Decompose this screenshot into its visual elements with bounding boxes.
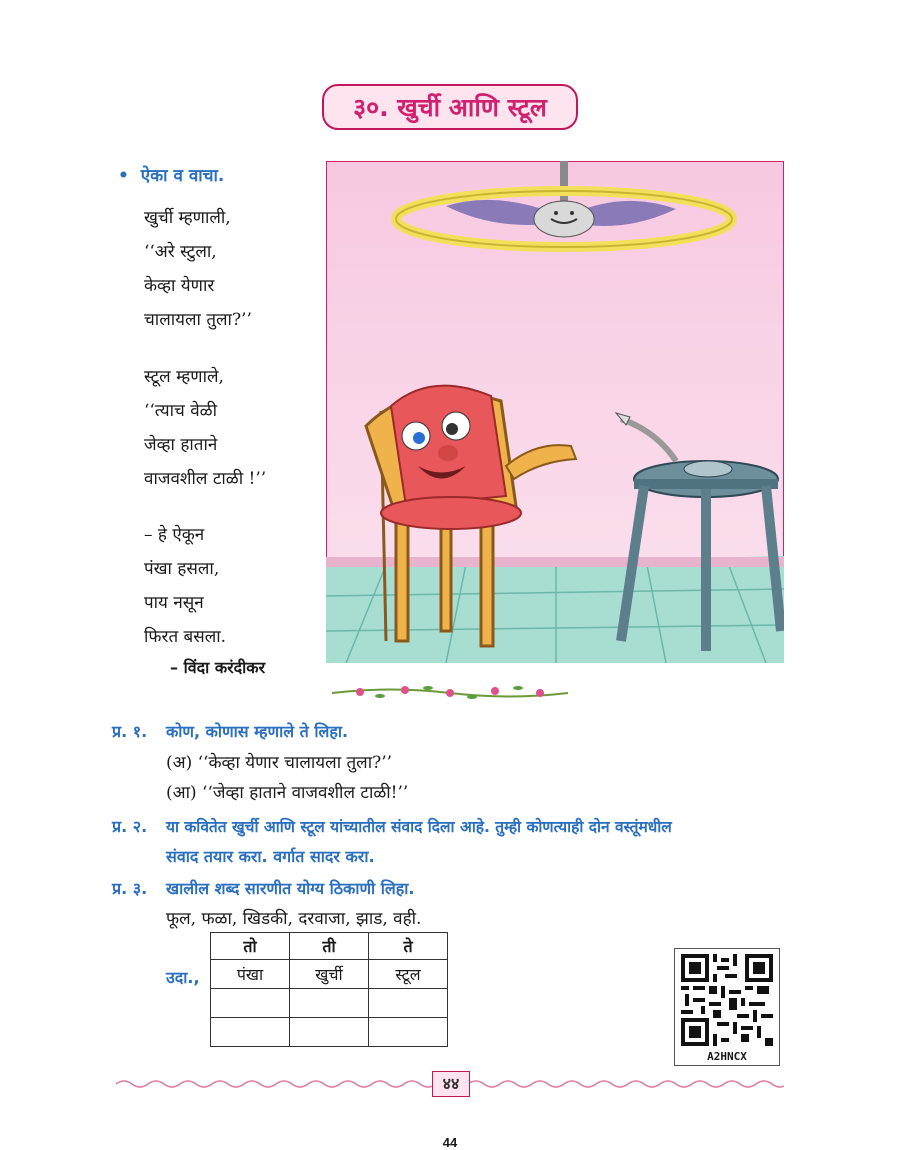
- page-number: 44: [442, 1135, 458, 1150]
- table-cell: खुर्ची: [290, 960, 369, 989]
- poem-line: केव्हा येणार: [144, 276, 215, 296]
- poem-line: खुर्ची म्हणाली,: [144, 208, 231, 228]
- poem-line: वाजवशील टाळी !’’: [144, 469, 267, 489]
- qr-label: A2HNCX: [707, 1050, 747, 1063]
- table-cell[interactable]: [369, 989, 448, 1018]
- page-number-box: ४४: [432, 1071, 470, 1097]
- qr-code-icon: [681, 954, 773, 1046]
- table-cell: स्टूल: [369, 960, 448, 989]
- table-header-row: [211, 933, 448, 960]
- instruction-text: ऐका व वाचा.: [140, 166, 225, 186]
- question-3-number: प्र. ३.: [112, 879, 148, 898]
- question-1-text: कोण, कोणास म्हणाले ते लिहा.: [166, 722, 349, 741]
- table-cell[interactable]: [211, 989, 290, 1018]
- instruction: [118, 163, 224, 186]
- question-2-line2: संवाद तयार करा. वर्गात सादर करा.: [166, 847, 375, 866]
- poem-line: फिरत बसला.: [144, 627, 227, 647]
- illustration-chair-stool-fan: [326, 161, 784, 663]
- question-2-line1: या कवितेत खुर्ची आणि स्टूल यांच्यातील संवाद दिला आहे. तुम्ही कोणत्याही दोन वस्तूंमधील: [166, 818, 672, 836]
- table-header: ती: [290, 933, 369, 960]
- table-row: [211, 989, 448, 1018]
- question-1-a: (अ) ‘‘केव्हा येणार चालायला तुला?’’: [166, 753, 393, 773]
- question-1-number: प्र. १.: [112, 722, 148, 741]
- table-row: [211, 1018, 448, 1047]
- question-3-text: खालील शब्द सारणीत योग्य ठिकाणी लिहा.: [166, 879, 415, 898]
- table-cell[interactable]: [211, 1018, 290, 1047]
- table-header: तो: [211, 933, 290, 960]
- table-header: ते: [369, 933, 448, 960]
- poem-line: पाय नसून: [144, 593, 204, 613]
- poem-line: चालायला तुला?’’: [144, 310, 252, 330]
- table-cell[interactable]: [290, 989, 369, 1018]
- gender-words-table: [210, 932, 448, 1047]
- lesson-title: ३०. खुर्ची आणि स्टूल: [353, 93, 547, 122]
- example-label: उदा.,: [166, 968, 200, 987]
- floral-divider: [330, 684, 570, 702]
- question-3-words: फूल, फळा, खिडकी, दरवाजा, झाड, वही.: [166, 909, 422, 929]
- bullet-icon: •: [118, 166, 141, 186]
- poem-line: जेव्हा हाताने: [144, 435, 218, 455]
- poem-author: – विंदा करंदीकर: [170, 658, 266, 677]
- poem-line: पंखा हसला,: [144, 559, 220, 579]
- table-cell[interactable]: [369, 1018, 448, 1047]
- poem-line: – हे ऐकून: [144, 525, 205, 545]
- poem-line: स्टूल म्हणाले,: [144, 367, 224, 387]
- table-cell[interactable]: [290, 1018, 369, 1047]
- qr-code-box[interactable]: [674, 948, 780, 1066]
- question-1-b: (आ) ‘‘जेव्हा हाताने वाजवशील टाळी!’’: [166, 783, 409, 803]
- poem-line: ‘‘अरे स्टुला,: [144, 242, 217, 262]
- table-row: [211, 960, 448, 989]
- poem-line: ‘‘त्याच वेळी: [144, 401, 217, 421]
- table-cell: पंखा: [211, 960, 290, 989]
- question-2-number: प्र. २.: [112, 817, 148, 836]
- lesson-title-box: [322, 84, 578, 130]
